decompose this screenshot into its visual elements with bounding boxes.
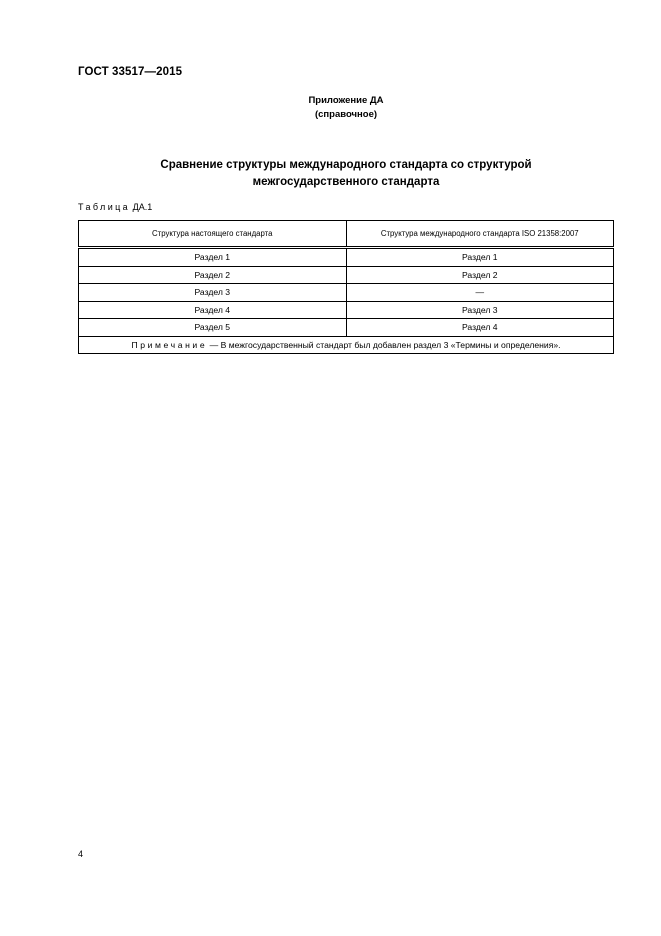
table-note-row [79, 336, 614, 354]
table-caption-label: Таблица [78, 202, 131, 212]
table-cell: Раздел 3 [346, 301, 614, 319]
table-row [79, 248, 614, 267]
document-code: ГОСТ 33517—2015 [78, 66, 183, 78]
page-number: 4 [78, 849, 84, 859]
column-header-this-standard: Структура настоящего стандарта [79, 221, 347, 248]
table-cell: Раздел 4 [79, 301, 347, 319]
table-header-row [79, 221, 614, 248]
table-row [79, 319, 614, 337]
table-row [79, 266, 614, 284]
table-row [79, 284, 614, 302]
table-caption-number: ДА.1 [132, 202, 153, 212]
column-header-iso-standard: Структура международного стандарта ISO 21358:2007 [346, 221, 614, 248]
table-row [79, 301, 614, 319]
table-cell: Раздел 1 [346, 248, 614, 267]
annex-title [0, 157, 661, 191]
note-text: — В межгосударственный стандарт был добавлен раздел 3 «Термины и определения». [207, 339, 561, 350]
comparison-table [78, 220, 614, 354]
table-cell: Раздел 2 [79, 266, 347, 284]
annex-kind: (справочное) [314, 109, 378, 120]
annex-heading [0, 94, 661, 122]
table-cell: Раздел 3 [79, 284, 347, 302]
table-cell: — [346, 284, 614, 302]
annex-title-line-2: межгосударственного стандарта [252, 176, 440, 188]
table-cell: Раздел 5 [79, 319, 347, 337]
annex-label: Приложение ДА [308, 95, 384, 106]
table-cell: Раздел 2 [346, 266, 614, 284]
note-label: Примечание [131, 339, 208, 350]
annex-title-line-1: Сравнение структуры международного стандарта со структурой [160, 159, 532, 171]
table-caption [78, 202, 152, 212]
table-cell: Раздел 1 [79, 248, 347, 267]
table-cell: Раздел 4 [346, 319, 614, 337]
table-note [79, 336, 614, 354]
